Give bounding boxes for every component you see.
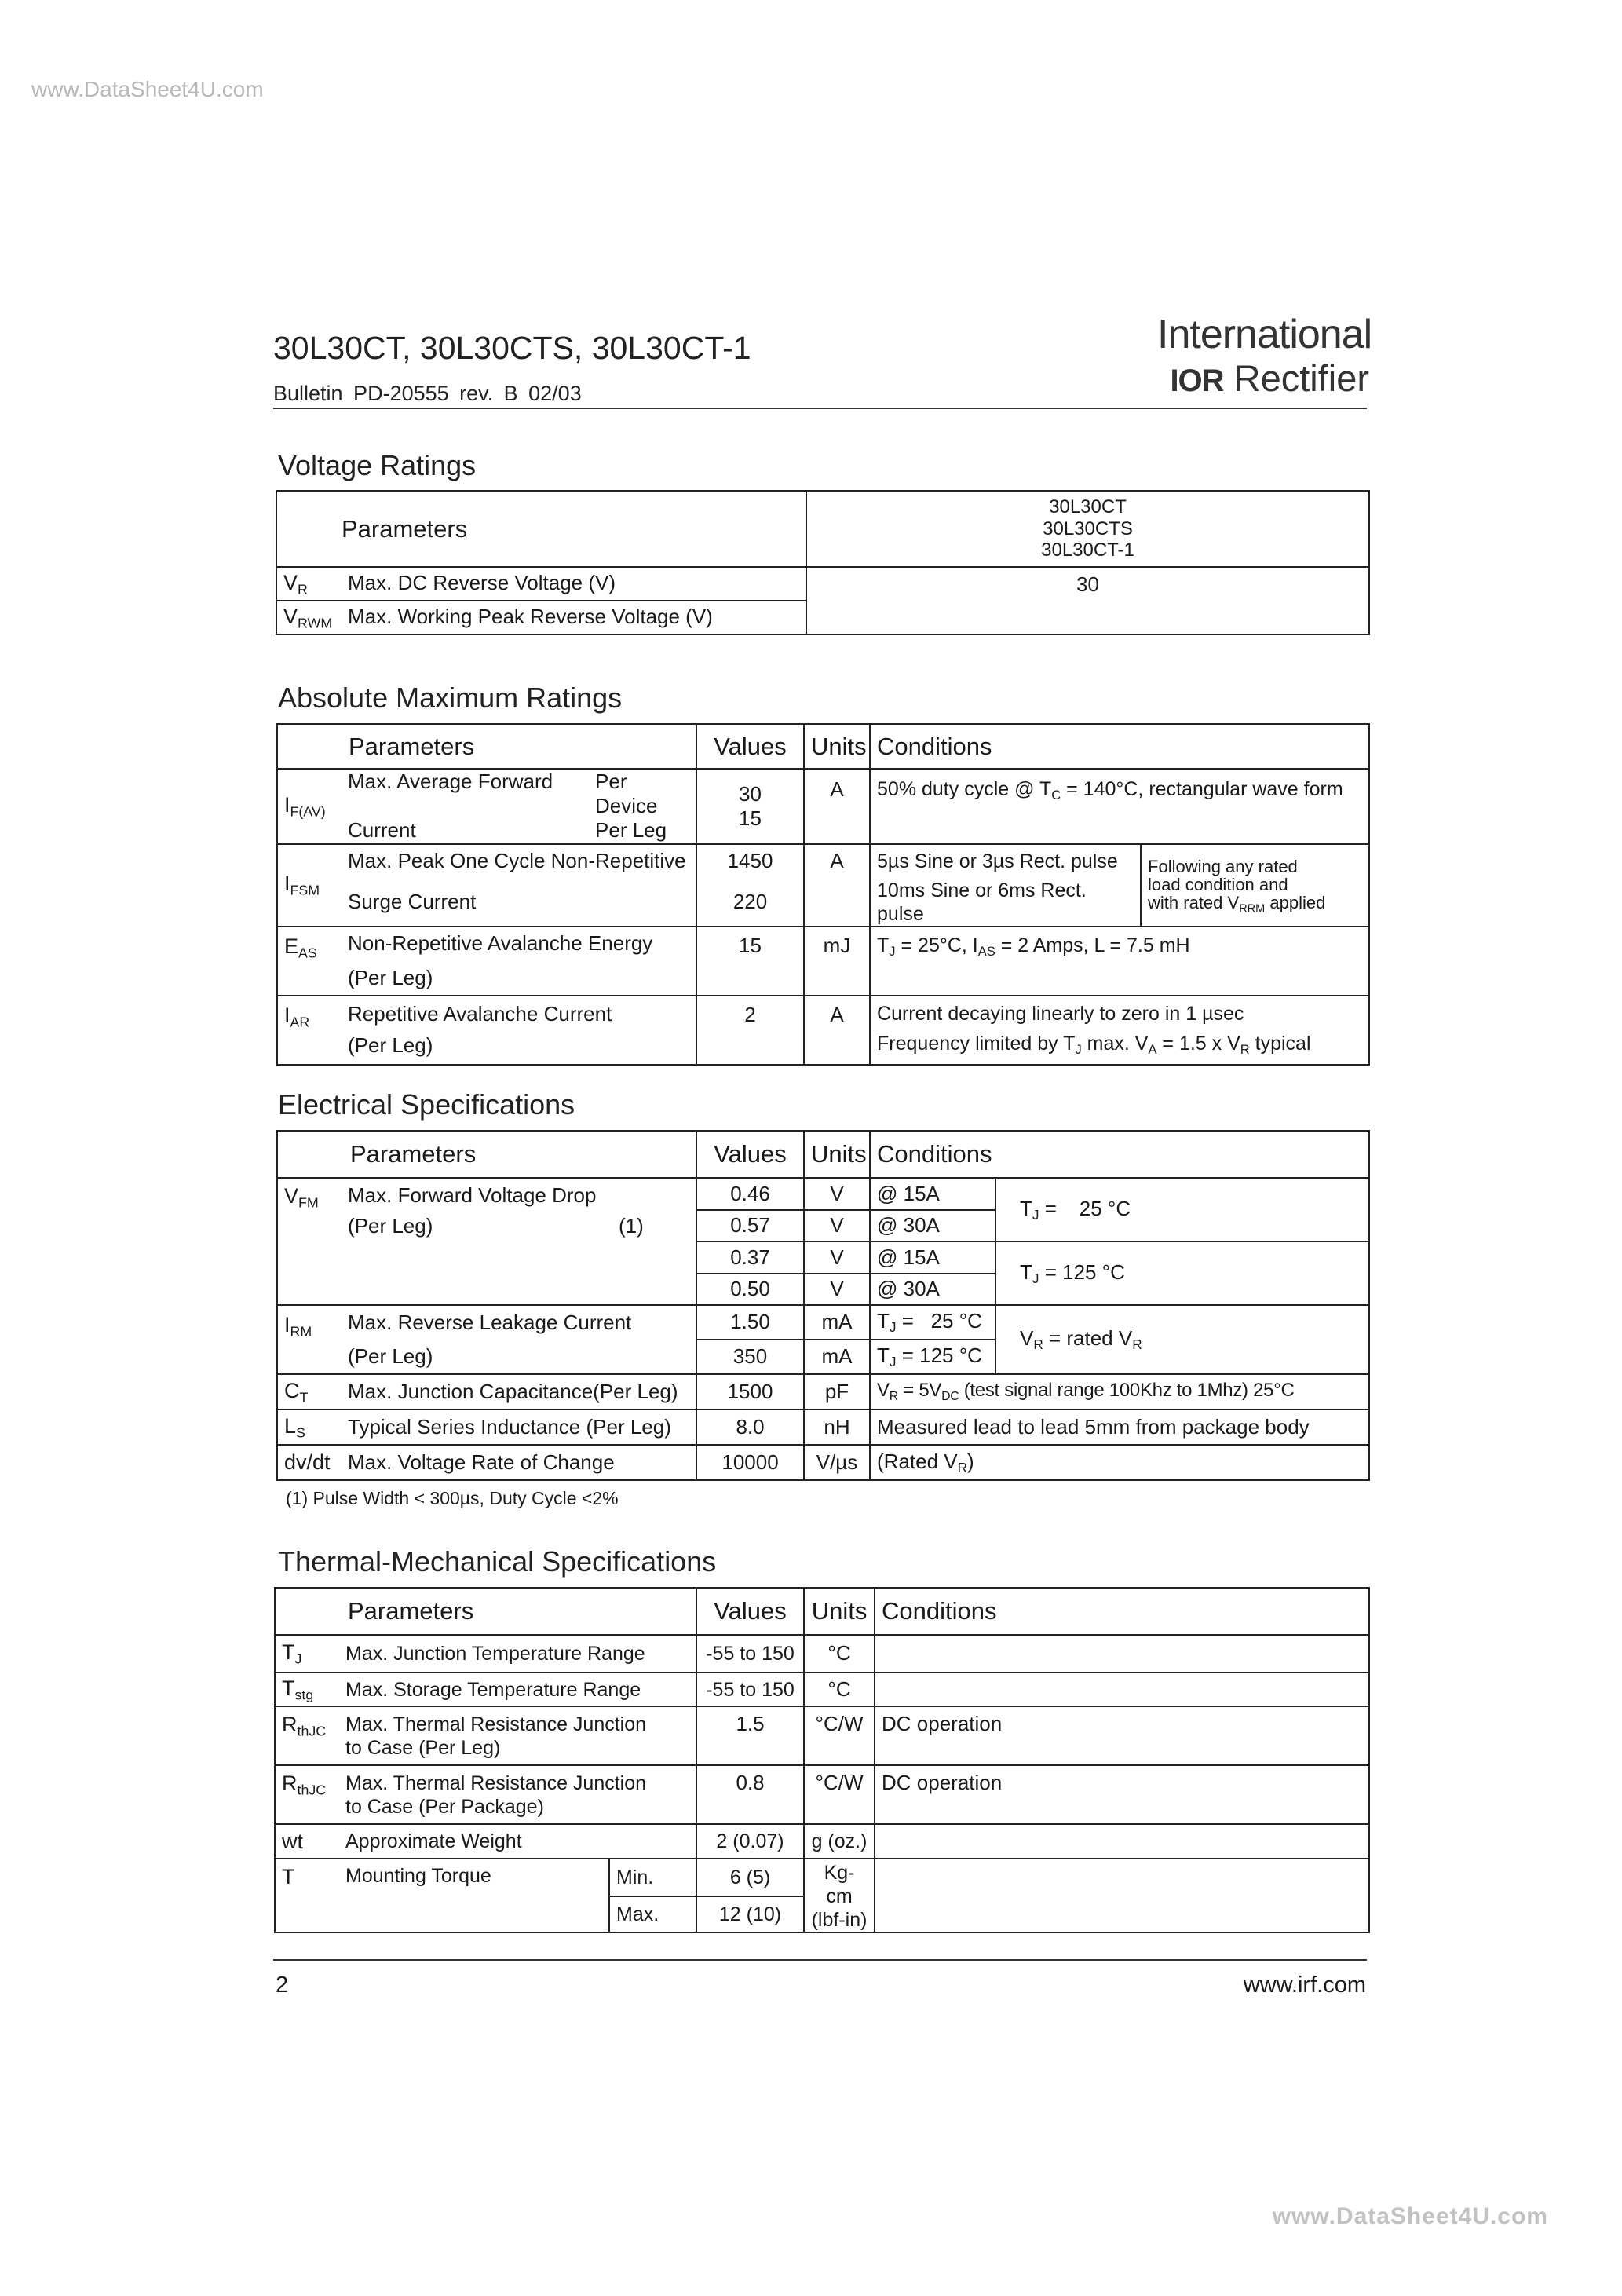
table-row xyxy=(275,1706,1369,1765)
param-desc: Max. Working Peak Reverse Voltage (V) xyxy=(348,604,713,628)
voltage-value: 30 xyxy=(806,567,1369,634)
page-number: 2 xyxy=(276,1972,289,1998)
col-conditions: Conditions xyxy=(870,724,1369,769)
torque-max-label: Max. xyxy=(609,1896,696,1932)
param-desc: Max. DC Reverse Voltage (V) xyxy=(348,570,616,594)
vfm-unit: V xyxy=(804,1274,870,1305)
part-30l30ct: 30L30CT xyxy=(1049,496,1127,518)
ifav-unit: A xyxy=(804,769,870,844)
irm-value-1: 1.50 xyxy=(696,1305,804,1340)
rthjc-leg-unit: °C/W xyxy=(804,1706,875,1765)
eas-desc: Non-Repetitive Avalanche Energy (Per Leg) xyxy=(342,927,696,996)
table-row xyxy=(275,1824,1369,1859)
table-row xyxy=(277,1374,1369,1409)
symbol: $V_{RWM}$ xyxy=(283,604,333,631)
table-row xyxy=(277,769,1369,844)
rthjc-leg-condition: DC operation xyxy=(875,1706,1369,1765)
bulletin-line: Bulletin PD-20555 rev. B 02/03 xyxy=(273,382,582,405)
watermark-top[interactable]: www.DataSheet4U.com xyxy=(31,77,264,101)
eas-value: 15 xyxy=(696,927,804,996)
table-row xyxy=(276,567,1369,601)
rthjc-pkg-symbol: $R_{thJC}$ xyxy=(275,1765,339,1824)
table-row xyxy=(277,927,1369,996)
vfm-value: 0.50 xyxy=(696,1274,804,1305)
dvdt-symbol: dv/dt xyxy=(277,1445,342,1480)
vrwm-row-param xyxy=(276,601,806,634)
rthjc-pkg-value: 0.8 xyxy=(696,1765,804,1824)
ls-desc: Typical Series Inductance (Per Leg) xyxy=(342,1409,696,1445)
torque-desc: Mounting Torque xyxy=(339,1859,609,1932)
table-row xyxy=(275,1635,1369,1673)
vfm-cond: @ 30A xyxy=(870,1274,995,1305)
ct-unit: pF xyxy=(804,1374,870,1409)
ifsm-unit: A xyxy=(804,844,870,879)
rthjc-pkg-condition: DC operation xyxy=(875,1765,1369,1824)
wt-unit: g (oz.) xyxy=(804,1824,875,1859)
irm-value-2: 350 xyxy=(696,1340,804,1374)
logo-brand: IOR xyxy=(1170,364,1224,398)
tstg-desc: Max. Storage Temperature Range xyxy=(339,1673,696,1706)
vfm-cond: @ 30A xyxy=(870,1210,995,1241)
rthjc-leg-desc: Max. Thermal Resistance Junction to Case (Per Leg) xyxy=(339,1706,696,1765)
vfm-unit: V xyxy=(804,1178,870,1210)
dvdt-unit: V/µs xyxy=(804,1445,870,1480)
table-row xyxy=(277,844,1369,879)
ifav-symbol: $I_{F(AV)}$ xyxy=(277,769,342,844)
vfm-unit: V xyxy=(804,1241,870,1274)
footer-website-link[interactable]: www.irf.com xyxy=(1243,1972,1366,1998)
tj-value: -55 to 150 xyxy=(696,1635,804,1673)
vfm-symbol: $V_{FM}$ xyxy=(277,1178,342,1305)
col-parameters: Parameters xyxy=(277,1131,696,1178)
header-rule xyxy=(273,408,1367,409)
iar-condition: Current decaying linearly to zero in 1 µsec Frequency limited by $T_J$ max. $V_A = 1.5$ x $V_R$ typical xyxy=(870,996,1369,1065)
irm-unit-1: mA xyxy=(804,1305,870,1340)
torque-max-value: 12 (10) xyxy=(696,1896,804,1932)
torque-min-label: Min. xyxy=(609,1859,696,1896)
torque-unit: Kg-cm (lbf-in) xyxy=(804,1859,875,1932)
dvdt-desc: Max. Voltage Rate of Change xyxy=(342,1445,696,1480)
ifsm-desc-2: Surge Current xyxy=(342,879,696,927)
vfm-value: 0.46 xyxy=(696,1178,804,1210)
electrical-specs-title: Electrical Specifications xyxy=(278,1088,575,1121)
col-units: Units xyxy=(804,1131,870,1178)
col-parameters: Parameters xyxy=(275,1588,696,1635)
irm-symbol: $I_{RM}$ xyxy=(277,1305,342,1374)
col-units: Units xyxy=(804,1588,875,1635)
table-row xyxy=(275,1673,1369,1706)
ct-symbol: $C_T$ xyxy=(277,1374,342,1409)
tj-condition xyxy=(875,1635,1369,1673)
col-values: Values xyxy=(696,1588,804,1635)
col-values: Values xyxy=(696,1131,804,1178)
dvdt-value: 10000 xyxy=(696,1445,804,1480)
irm-cond-1: $T_J = 25$ °C xyxy=(870,1305,995,1340)
tstg-value: -55 to 150 xyxy=(696,1673,804,1706)
voltage-ratings-title: Voltage Ratings xyxy=(278,449,477,481)
torque-symbol: T xyxy=(275,1859,339,1932)
irm-desc: Max. Reverse Leakage Current (Per Leg) xyxy=(342,1305,696,1374)
wt-value: 2 (0.07) xyxy=(696,1824,804,1859)
electrical-specs-table xyxy=(276,1130,1370,1481)
tstg-symbol: $T_{stg}$ xyxy=(275,1673,339,1706)
abs-max-title: Absolute Maximum Ratings xyxy=(278,682,623,714)
part-30l30cts: 30L30CTS xyxy=(1043,517,1133,539)
ifsm-cond-1: 5µs Sine or 3µs Rect. pulse xyxy=(870,844,1141,879)
rthjc-pkg-desc: Max. Thermal Resistance Junction to Case (Per Package) xyxy=(339,1765,696,1824)
torque-condition xyxy=(875,1859,1369,1932)
voltage-ratings-table xyxy=(276,490,1370,635)
vfm-desc: Max. Forward Voltage Drop (Per Leg) (1) xyxy=(342,1178,696,1305)
vr-row-param xyxy=(276,567,806,601)
dvdt-condition: (Rated $V_R$) xyxy=(870,1445,1369,1480)
iar-desc: Repetitive Avalanche Current (Per Leg) xyxy=(342,996,696,1065)
iar-symbol: $I_{AR}$ xyxy=(277,996,342,1065)
table-row xyxy=(277,1409,1369,1445)
col-units: Units xyxy=(804,724,870,769)
iar-unit: A xyxy=(804,996,870,1065)
vfm-unit: V xyxy=(804,1210,870,1241)
table-row xyxy=(275,1765,1369,1824)
table-row xyxy=(277,1445,1369,1480)
ifsm-unit-empty xyxy=(804,879,870,927)
ifav-condition: 50% duty cycle @ $T_C = 140^\circ C$, rectangular wave form xyxy=(870,769,1369,844)
logo-rectifier xyxy=(1157,357,1369,399)
ifsm-cond-2: 10ms Sine or 6ms Rect. pulse xyxy=(870,879,1141,927)
ifsm-value-1: 1450 xyxy=(696,844,804,879)
ls-unit: nH xyxy=(804,1409,870,1445)
company-logo xyxy=(1157,312,1372,399)
ifsm-symbol: $I_{FSM}$ xyxy=(277,844,342,927)
table-row xyxy=(277,996,1369,1065)
wt-desc: Approximate Weight xyxy=(339,1824,696,1859)
footer-rule xyxy=(273,1959,1367,1961)
ct-value: 1500 xyxy=(696,1374,804,1409)
vfm-value: 0.57 xyxy=(696,1210,804,1241)
thermal-specs-title: Thermal-Mechanical Specifications xyxy=(278,1545,717,1578)
ifsm-note: Following any rated load condition and with rated $V_{RRM}$ applied xyxy=(1141,844,1369,927)
document-title: 30L30CT, 30L30CTS, 30L30CT-1 xyxy=(273,330,751,366)
eas-symbol: $E_{AS}$ xyxy=(277,927,342,996)
rthjc-leg-value: 1.5 xyxy=(696,1706,804,1765)
tj-unit: °C xyxy=(804,1635,875,1673)
abs-max-table xyxy=(276,723,1370,1066)
col-parameters: Parameters xyxy=(276,491,806,567)
vfm-cond: @ 15A xyxy=(870,1241,995,1274)
iar-value: 2 xyxy=(696,996,804,1065)
tstg-unit: °C xyxy=(804,1673,875,1706)
watermark-bottom[interactable]: www.DataSheet4U.com xyxy=(1272,2203,1548,2229)
ls-symbol: $L_S$ xyxy=(277,1409,342,1445)
vfm-tj-25: $T_J$ = 25 °C xyxy=(995,1178,1369,1241)
eas-condition: $T_J = 25^\circ C$, $I_{AS} = 2$ Amps, L = 7.5 mH xyxy=(870,927,1369,996)
table-row xyxy=(277,1178,1369,1210)
ct-condition: $V_R = 5V_{DC}$ (test signal range 100Khz to 1Mhz) 25°C xyxy=(870,1374,1369,1409)
vfm-cond: @ 15A xyxy=(870,1178,995,1210)
table-row xyxy=(275,1859,1369,1896)
vfm-value: 0.37 xyxy=(696,1241,804,1274)
ifsm-desc-1: Max. Peak One Cycle Non-Repetitive xyxy=(342,844,696,879)
thermal-specs-table xyxy=(274,1587,1370,1933)
ls-value: 8.0 xyxy=(696,1409,804,1445)
symbol: $V_R$ xyxy=(283,570,308,597)
col-conditions: Conditions xyxy=(875,1588,1369,1635)
wt-symbol: wt xyxy=(275,1824,339,1859)
rthjc-pkg-unit: °C/W xyxy=(804,1765,875,1824)
ifav-desc: Max. Average Forward Per Device Current Per Leg xyxy=(342,769,696,844)
ls-condition: Measured lead to lead 5mm from package body xyxy=(870,1409,1369,1445)
torque-min-value: 6 (5) xyxy=(696,1859,804,1896)
logo-rectifier-text: Rectifier xyxy=(1233,357,1369,399)
irm-cond-2: $T_J = 125$ °C xyxy=(870,1340,995,1374)
table-row xyxy=(277,1305,1369,1340)
part-30l30ct-1: 30L30CT-1 xyxy=(1041,539,1134,561)
col-conditions: Conditions xyxy=(870,1131,1369,1178)
ifsm-value-2: 220 xyxy=(696,879,804,927)
irm-unit-2: mA xyxy=(804,1340,870,1374)
tj-symbol: $T_J$ xyxy=(275,1635,339,1673)
ct-desc: Max. Junction Capacitance(Per Leg) xyxy=(342,1374,696,1409)
ifav-values: 30 15 xyxy=(696,769,804,844)
col-parameters: Parameters xyxy=(277,724,696,769)
pulse-width-footnote: (1) Pulse Width < 300µs, Duty Cycle <2% xyxy=(286,1488,619,1508)
logo-international: International xyxy=(1157,312,1372,357)
col-part-numbers xyxy=(806,491,1369,567)
rthjc-leg-symbol: $R_{thJC}$ xyxy=(275,1706,339,1765)
tstg-condition xyxy=(875,1673,1369,1706)
col-values: Values xyxy=(696,724,804,769)
vfm-tj-125: $T_J = 125$ °C xyxy=(995,1241,1369,1305)
eas-unit: mJ xyxy=(804,927,870,996)
tj-desc: Max. Junction Temperature Range xyxy=(339,1635,696,1673)
irm-vr-rated: $V_R$ = rated $V_R$ xyxy=(995,1305,1369,1374)
wt-condition xyxy=(875,1824,1369,1859)
